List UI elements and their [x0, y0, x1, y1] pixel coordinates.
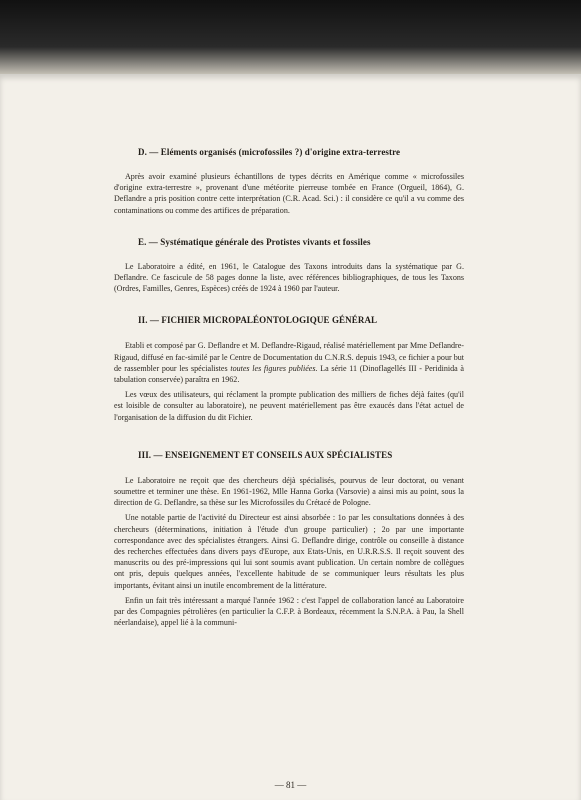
page-body — [114, 146, 464, 654]
section-iii-paragraph-2: Une notable partie de l'activité du Directeur est ainsi absorbée : 1o par les consultations données à des chercheurs (déterminations, initiation à l'étude d'un groupe particulier) ; 2o par une importante correspondance avec des spécialistes étrangers. Ainsi G. Deflandre dirige, contrôle ou conseille à distance des recherches effectuées dans divers pays d'Europe, aux Etats-Unis, en U.R.R.S.S. Il reçoit souvent des manuscrits ou des pré-impressions qui lui sont soumis avant publication. Un certain nombre de collègues ont pris, depuis quelques années, l'excellente habitude de se communiquer leurs résultats les plus importants, évitant ainsi un inutile encombrement de la littérature. — [114, 513, 464, 590]
scanner-background — [0, 0, 581, 78]
section-ii-heading: II. — FICHIER MICROPALÉONTOLOGIQUE GÉNÉRAL — [138, 315, 378, 326]
page-number: — 81 — — [274, 780, 307, 790]
section-ii-p1-italic: toutes les figures publiées. — [230, 363, 318, 373]
section-iii — [114, 449, 464, 629]
section-ii-paragraph-2: Les vœux des utilisateurs, qui réclament la prompte publication des milliers de fiches déjà faites (qu'il est loisible de consulter au laboratoire), ne peuvent matériellement pas être exaucés dans l'état actuel de l'organisation de la diffusion du dit Fichier. — [114, 390, 464, 422]
document-page — [0, 74, 581, 800]
section-ii — [114, 314, 464, 422]
section-d-heading: D. — Eléments organisés (microfossiles ?) d'origine extra-terrestre — [138, 147, 401, 157]
section-iii-paragraph-3: Enfin un fait très intéressant a marqué l'année 1962 : c'est l'appel de collaboration lancé au Laboratoire par des Compagnies pétrolières (en particulier la C.F.P. à Bordeaux, récemment la S.N.P.A. à Pau, la Shell néerlandaise), appel lié à la communi- — [114, 595, 464, 628]
section-ii-paragraph-1 — [114, 340, 464, 385]
section-ii-p1-end: La série 11 (Dinoflagellés III - Peridinida à tabulation conservée) paraîtra en 1962. — [114, 363, 464, 385]
section-ii-p1-start: Etabli et composé par G. Deflandre et M. Deflandre-Rigaud, réalisé matériellement par Mme Deflandre-Rigaud, diffusé en fac-similé par le Centre de Documentation du C.N.R.S. depuis 1943, ce fichier a pour but de rassembler pour les spécialistes — [114, 341, 464, 373]
section-d-paragraph: Après avoir examiné plusieurs échantillons de types décrits en Amérique comme « microfossiles d'origine extra-terrestre », provenant d'une météorite pierreuse tombée en France (Orgueil, 1864), G. Deflandre a pris position contre cette interprétation (C.R. Acad. Sci.) : il considère ce qu'il a vu comme des contaminations ou comme des artifices de préparation. — [114, 172, 464, 215]
section-e — [114, 236, 464, 295]
section-iii-paragraph-1: Le Laboratoire ne reçoit que des chercheurs déjà spécialisés, pourvus de leur doctorat, ou venant soumettre et terminer une thèse. En 1961-1962, Mlle Hanna Gorka (Varsovie) a ainsi mis au point, sous la direction de G. Deflandre, sa thèse sur les Microfossiles du Crétacé de Pologne. — [114, 475, 464, 508]
section-d — [114, 146, 464, 216]
section-iii-heading: III. — ENSEIGNEMENT ET CONSEILS AUX SPÉCIALISTES — [138, 449, 393, 460]
section-e-paragraph: Le Laboratoire a édité, en 1961, le Catalogue des Taxons introduits dans la systématique par G. Deflandre. Ce fascicule de 58 pages donne la liste, avec références bibliographiques, de tous les Taxons (Ordres, Familles, Genres, Espèces) créés de 1924 à 1960 par l'auteur. — [114, 261, 464, 294]
section-e-heading: E. — Systématique générale des Protistes vivants et fossiles — [138, 236, 371, 247]
